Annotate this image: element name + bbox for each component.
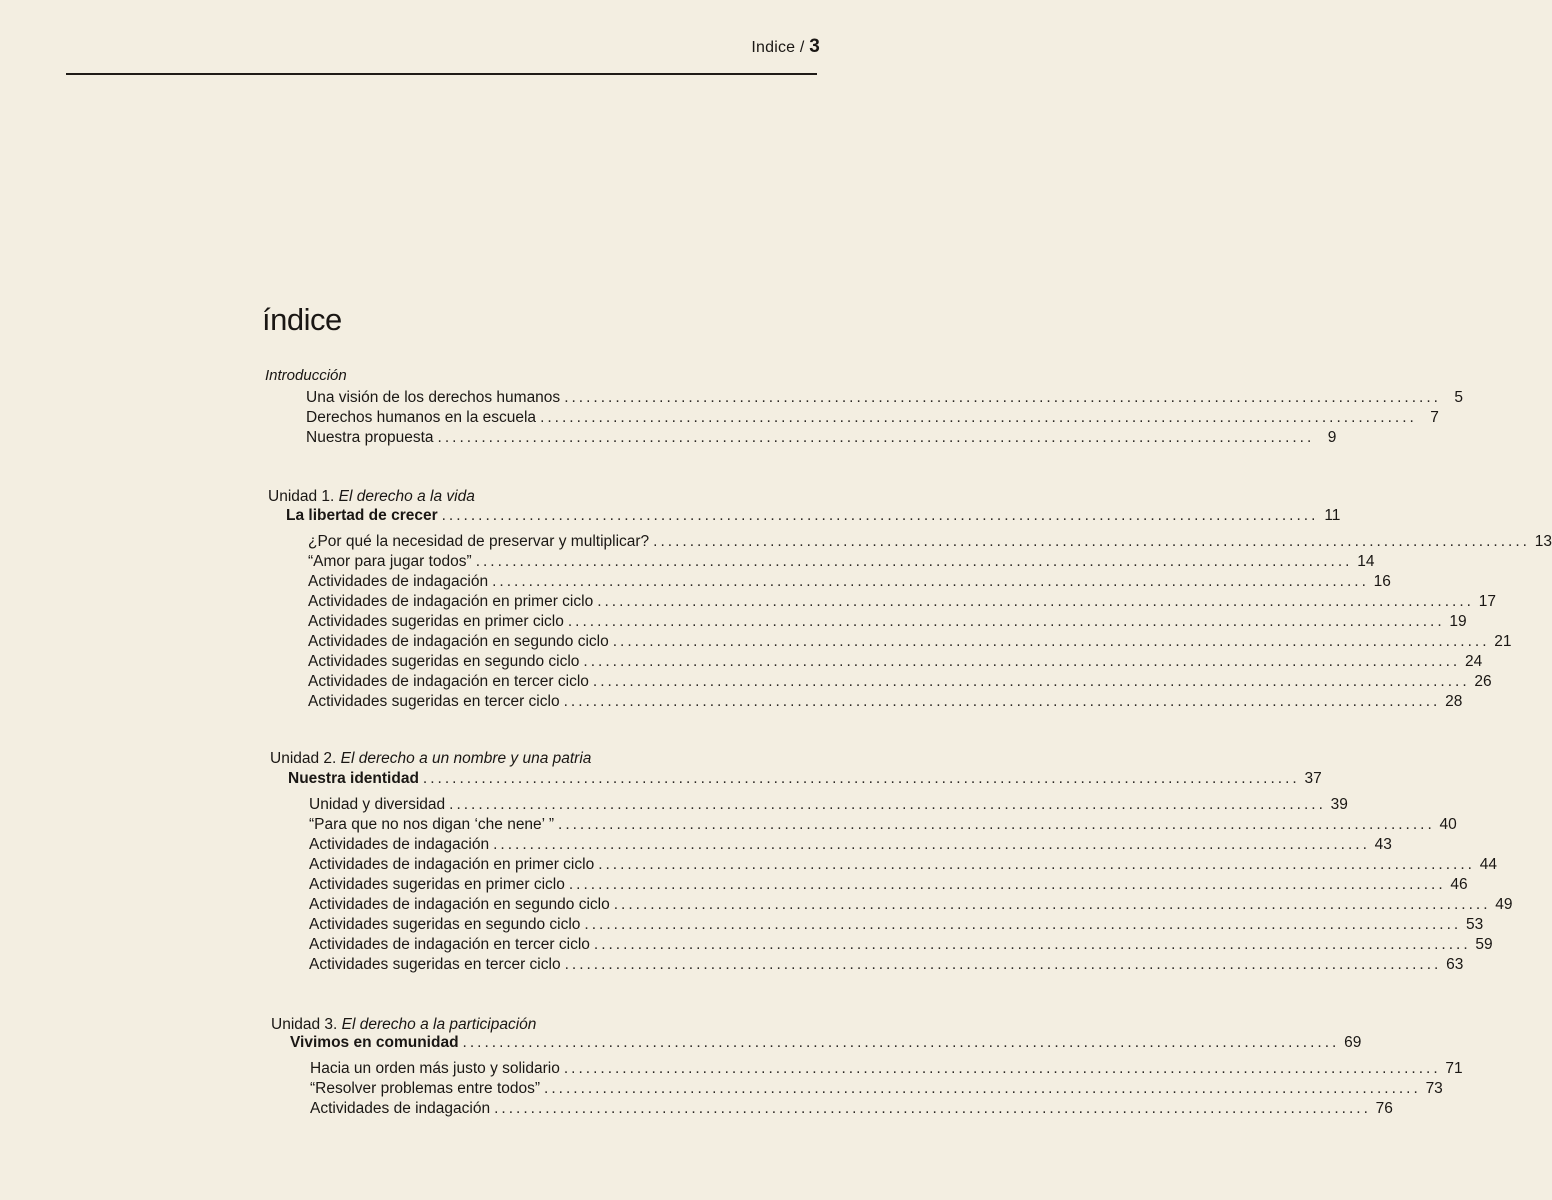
leader-dots: ........................................................................................................................	[568, 876, 1446, 893]
toc-entry-page: 49	[1495, 896, 1513, 913]
toc-entry	[309, 836, 1392, 856]
toc-entry-label: Actividades de indagación en primer ciclo	[308, 593, 594, 610]
toc-entry-label: Actividades sugeridas en primer ciclo	[309, 876, 565, 893]
toc-entry	[308, 533, 1552, 553]
leader-dots: ........................................................................................................................	[592, 673, 1470, 690]
leader-dots: ........................................................................................................................	[437, 429, 1315, 446]
running-head	[751, 36, 820, 58]
chapter-page: 11	[1324, 507, 1341, 524]
leader-dots: ........................................................................................................................	[449, 796, 1326, 813]
toc-entry-page: 46	[1450, 876, 1468, 893]
toc-entry-label: Actividades de indagación	[309, 836, 490, 853]
unit-title: El derecho a un nombre y una patria	[340, 750, 592, 767]
toc-entry	[308, 673, 1492, 693]
unit-prefix: Unidad 2.	[270, 750, 337, 767]
toc-entry-label: Actividades de indagación en tercer ciclo	[309, 936, 590, 953]
toc-entry	[306, 409, 1439, 429]
leader-dots: ........................................................................................................................	[544, 1080, 1421, 1097]
toc-entry	[309, 916, 1484, 936]
unit-heading	[271, 1016, 536, 1034]
toc-entry-label: Actividades de indagación en primer ciclo	[309, 856, 595, 873]
unit-title: El derecho a la vida	[338, 488, 475, 505]
toc-entry-label: “Para que no nos digan ‘che nene’ ”	[309, 816, 555, 833]
toc-entry	[308, 653, 1483, 673]
toc-entry-page: 24	[1464, 653, 1483, 670]
leader-dots: ........................................................................................................................	[583, 653, 1461, 670]
leader-dots: ........................................................................................................................	[564, 389, 1441, 406]
toc-entry-page: 19	[1449, 613, 1467, 630]
leader-dots: ........................................................................................................................	[564, 956, 1442, 973]
toc-entry	[309, 796, 1348, 816]
toc-entry-label: Actividades de indagación en segundo ciclo	[309, 896, 610, 913]
toc-entry	[310, 1060, 1463, 1080]
toc-entry-page: 40	[1439, 816, 1457, 833]
leader-dots: ........................................................................................................................	[612, 633, 1490, 650]
leader-dots: ........................................................................................................................	[493, 836, 1370, 853]
toc-entry-page: 43	[1374, 836, 1392, 853]
toc-entry-page: 63	[1446, 956, 1464, 973]
toc-entry	[310, 1100, 1393, 1120]
unit-heading	[270, 750, 591, 768]
toc-entry-page: 9	[1327, 429, 1337, 446]
toc-entry-label: Actividades de indagación en segundo ciclo	[308, 633, 609, 650]
toc-entry-label: Derechos humanos en la escuela	[306, 409, 537, 426]
leader-dots: ........................................................................................................................	[494, 1100, 1371, 1117]
leader-dots: ........................................................................................................................	[558, 816, 1435, 833]
toc-entry-page: 5	[1454, 389, 1463, 406]
toc-entry-page: 44	[1479, 856, 1497, 873]
header-rule	[66, 73, 817, 75]
toc-entry	[310, 1080, 1443, 1100]
unit-prefix: Unidad 3.	[271, 1016, 338, 1033]
toc-entry	[306, 429, 1337, 449]
leader-dots: ........................................................................................................................	[462, 1034, 1340, 1051]
toc-entry	[309, 816, 1457, 836]
chapter-label: La libertad de crecer	[286, 507, 438, 524]
chapter-label: Nuestra identidad	[288, 770, 419, 787]
introduction-heading: Introducción	[265, 367, 347, 384]
leader-dots: ........................................................................................................................	[613, 896, 1491, 913]
toc-entry-page: 39	[1330, 796, 1348, 813]
toc-entry-label: Unidad y diversidad	[309, 796, 446, 813]
toc-entry-page: 28	[1445, 693, 1463, 710]
toc-entry	[309, 896, 1513, 916]
page-number: 3	[809, 36, 820, 57]
unit-heading	[268, 488, 475, 506]
toc-entry	[309, 956, 1464, 976]
toc-entry-label: Nuestra propuesta	[306, 429, 434, 446]
toc-entry-label: Actividades sugeridas en tercer ciclo	[309, 956, 561, 973]
leader-dots: ........................................................................................................................	[597, 593, 1474, 610]
leader-dots: ........................................................................................................................	[653, 533, 1530, 550]
toc-entry-label: Actividades sugeridas en segundo ciclo	[309, 916, 581, 933]
leader-dots: ........................................................................................................................	[563, 693, 1441, 710]
toc-entry-page: 14	[1357, 553, 1375, 570]
toc-entry-label: Hacia un orden más justo y solidario	[310, 1060, 560, 1077]
toc-entry-page: 76	[1375, 1100, 1393, 1117]
chapter-page: 69	[1344, 1034, 1362, 1051]
toc-entry-label: Actividades sugeridas en primer ciclo	[308, 613, 564, 630]
toc-entry	[308, 633, 1512, 653]
toc-entry-page: 21	[1494, 633, 1512, 650]
chapter-label: Vivimos en comunidad	[290, 1034, 459, 1051]
toc-entry-label: Actividades de indagación	[310, 1100, 491, 1117]
leader-dots: ........................................................................................................................	[563, 1060, 1441, 1077]
toc-entry-page: 26	[1474, 673, 1492, 690]
toc-entry	[308, 593, 1496, 613]
toc-entry-page: 7	[1430, 409, 1439, 426]
leader-dots: ........................................................................................................................	[540, 409, 1417, 426]
leader-dots: ........................................................................................................................	[475, 553, 1353, 570]
toc-entry-label: Actividades sugeridas en tercer ciclo	[308, 693, 560, 710]
toc-entry-page: 73	[1425, 1080, 1443, 1097]
toc-entry-page: 71	[1445, 1060, 1463, 1077]
toc-entry-label: Una visión de los derechos humanos	[306, 389, 561, 406]
unit-prefix: Unidad 1.	[268, 488, 335, 505]
toc-entry-page: 13	[1534, 533, 1552, 550]
toc-entry	[308, 693, 1463, 713]
toc-entry-label: “Amor para jugar todos”	[308, 553, 472, 570]
chapter-entry	[288, 770, 1322, 790]
toc-entry-label: Actividades de indagación en tercer ciclo	[308, 673, 589, 690]
chapter-entry	[290, 1034, 1362, 1054]
chapter-page: 37	[1304, 770, 1322, 787]
toc-entry	[309, 936, 1493, 956]
toc-entry-page: 59	[1475, 936, 1493, 953]
toc-entry-page: 53	[1465, 916, 1484, 933]
leader-dots: ........................................................................................................................	[492, 573, 1369, 590]
toc-entry	[308, 573, 1391, 593]
toc-entry-label: Actividades de indagación	[308, 573, 489, 590]
toc-entry	[309, 856, 1497, 876]
unit-title: El derecho a la participación	[341, 1016, 537, 1033]
toc-entry	[306, 389, 1463, 409]
toc-entry	[308, 613, 1467, 633]
toc-entry-label: “Resolver problemas entre todos”	[310, 1080, 541, 1097]
index-title: índice	[262, 302, 342, 337]
leader-dots: ........................................................................................................................	[593, 936, 1471, 953]
leader-dots: ........................................................................................................................	[567, 613, 1445, 630]
toc-entry-page: 16	[1373, 573, 1391, 590]
toc-entry	[309, 876, 1468, 896]
leader-dots: ........................................................................................................................	[598, 856, 1475, 873]
toc-entry-label: Actividades sugeridas en segundo ciclo	[308, 653, 580, 670]
chapter-entry	[286, 507, 1341, 527]
running-title: Indice /	[751, 39, 805, 56]
toc-entry-page: 17	[1478, 593, 1496, 610]
leader-dots: ........................................................................................................................	[422, 770, 1300, 787]
leader-dots: ........................................................................................................................	[584, 916, 1462, 933]
toc-entry-label: ¿Por qué la necesidad de preservar y multiplicar?	[308, 533, 650, 550]
toc-entry	[308, 553, 1375, 573]
leader-dots: ........................................................................................................................	[441, 507, 1319, 524]
